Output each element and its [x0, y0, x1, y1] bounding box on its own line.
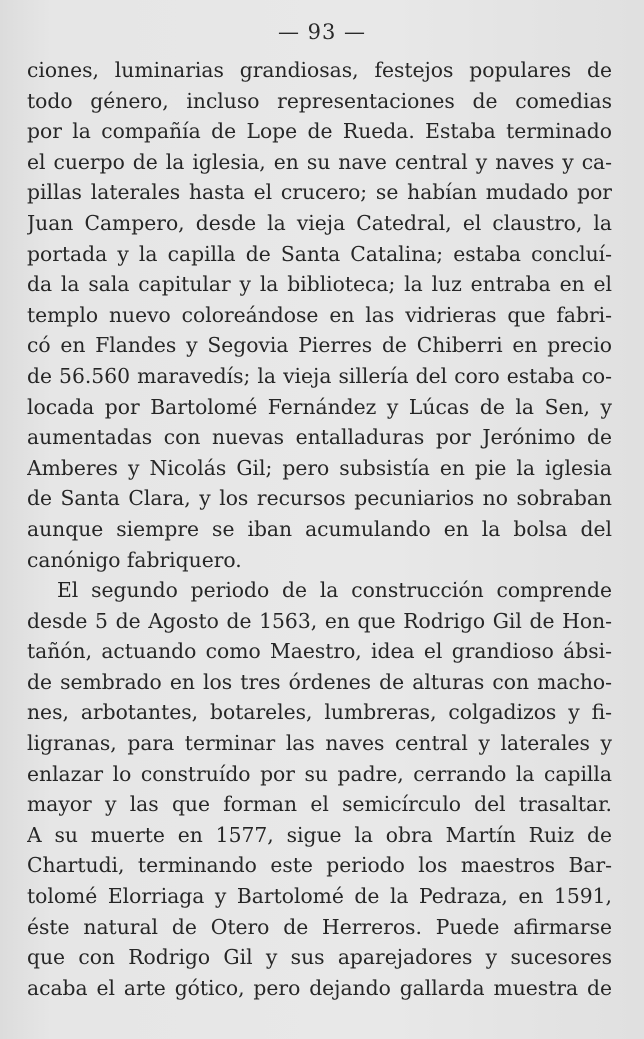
text-line: nes, arbotantes, botareles, lumbreras, colgadizos y fi- [27, 700, 612, 725]
text-line: canónigo fabriquero. [27, 547, 242, 572]
text-line: ciones, luminarias grandiosas, festejos populares de [27, 58, 612, 82]
text-line: todo género, incluso representaciones de comedias [27, 88, 612, 113]
text-line: de 56.560 maravedís; la vieja sillería del coro estaba co- [27, 363, 612, 388]
text-line: ligranas, para terminar las naves central y laterales y [27, 731, 612, 756]
text-line: éste natural de Otero de Herreros. Puede afirmarse [27, 914, 612, 939]
text-line: que con Rodrigo Gil y sus aparejadores y sucesores [27, 945, 612, 970]
text-line: de Santa Clara, y los recursos pecuniarios no sobraban [27, 486, 612, 511]
text-line: Amberes y Nicolás Gil; pero subsistía en pie la iglesia [27, 455, 612, 480]
text-line: El segundo periodo de la construcción comprende [57, 578, 612, 603]
body-text [27, 55, 612, 1003]
text-line: A su muerte en 1577, sigue la obra Martín Ruiz de [27, 822, 612, 847]
text-line: enlazar lo construído por su padre, cerrando la capilla [27, 761, 612, 786]
text-line: por la compañía de Lope de Rueda. Estaba terminado [27, 119, 612, 144]
text-line: locada por Bartolomé Fernández y Lúcas de la Sen, y [27, 394, 612, 419]
text-line: aumentadas con nuevas entalladuras por Jerónimo de [27, 425, 612, 450]
paragraph [27, 575, 612, 1003]
text-line: Chartudi, terminando este periodo los maestros Bar- [27, 853, 612, 878]
text-line: pillas laterales hasta el crucero; se habían mudado por [27, 180, 612, 205]
text-line: portada y la capilla de Santa Catalina; estaba concluí- [27, 241, 612, 266]
text-line: mayor y las que forman el semicírculo del trasaltar. [27, 792, 612, 817]
text-line: desde 5 de Agosto de 1563, en que Rodrigo Gil de Hon- [27, 608, 612, 633]
paragraph [27, 55, 612, 575]
text-line: acaba el arte gótico, pero dejando gallarda muestra de [27, 975, 612, 1000]
text-line: tañón, actuando como Maestro, idea el grandioso ábsi- [27, 639, 612, 664]
text-line: de sembrado en los tres órdenes de alturas con macho- [27, 669, 612, 694]
text-line: có en Flandes y Segovia Pierres de Chiberri en precio [27, 333, 612, 358]
text-line: Juan Campero, desde la vieja Catedral, el claustro, la [27, 210, 612, 235]
text-line: da la sala capitular y la biblioteca; la luz entraba en el [27, 272, 612, 297]
text-line: tolomé Elorriaga y Bartolomé de la Pedraza, en 1591, [27, 884, 612, 909]
text-line: templo nuevo coloreándose en las vidrieras que fabri- [27, 302, 612, 327]
text-line: aunque siempre se iban acumulando en la bolsa del [27, 516, 612, 541]
page-number: — 93 — [277, 20, 367, 44]
text-line: el cuerpo de la iglesia, en su nave central y naves y ca- [27, 149, 612, 174]
